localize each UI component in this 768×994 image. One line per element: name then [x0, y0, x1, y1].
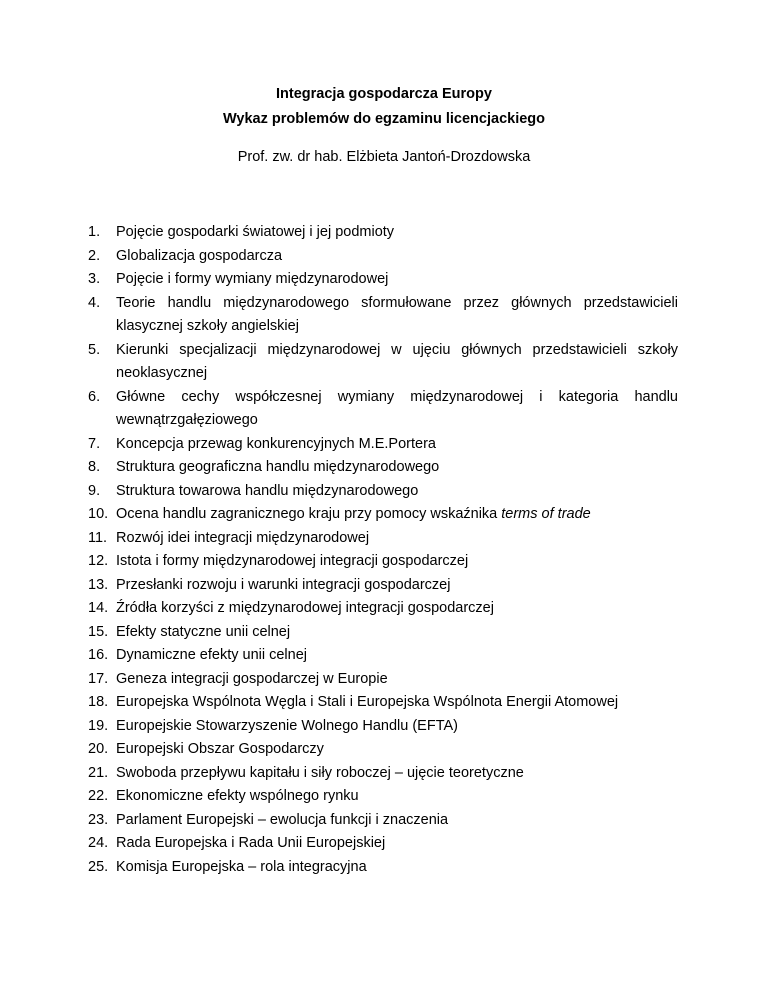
item-text: Struktura towarowa handlu międzynarodowego [116, 482, 419, 499]
item-number: 22. [88, 788, 109, 804]
item-number: 9. [88, 482, 101, 499]
item-number: 24. [88, 835, 109, 851]
topics-list [88, 221, 678, 879]
item-text: Dynamiczne efekty unii celnej [116, 647, 308, 663]
list-item [88, 715, 678, 739]
item-text-italic: terms of trade [501, 506, 591, 522]
item-text: Źródła korzyści z międzynarodowej integracji gospodarczej [116, 600, 494, 616]
item-number: 15. [88, 623, 109, 640]
item-text: Kierunki specjalizacji międzynarodowej w ujęciu głównych przedstawicieli szkoły neoklasycznej [116, 341, 678, 381]
list-item [88, 386, 678, 433]
list-item [88, 832, 678, 856]
item-text: Europejskie Stowarzyszenie Wolnego Handlu (EFTA) [116, 717, 458, 734]
list-item [88, 785, 678, 809]
item-number: 2. [88, 247, 101, 264]
item-text: Europejska Wspólnota Węgla i Stali i Europejska Wspólnota Energii Atomowej [116, 694, 619, 710]
document-subtitle: Wykaz problemów do egzaminu licencjackiego [222, 111, 546, 127]
list-item [88, 644, 678, 668]
item-number: 10. [88, 506, 109, 522]
item-number: 13. [88, 576, 109, 593]
item-text: Teorie handlu międzynarodowego sformułowane przez głównych przedstawicieli klasycznej szkoły angielskiej [116, 294, 678, 334]
list-item [88, 292, 678, 339]
item-text: Przesłanki rozwoju i warunki integracji gospodarczej [116, 576, 451, 593]
item-number: 11. [88, 529, 108, 546]
list-item [88, 597, 678, 621]
item-text: Koncepcja przewag konkurencyjnych M.E.Portera [116, 435, 436, 452]
list-item [88, 433, 678, 457]
author-line: Prof. zw. dr hab. Elżbieta Jantoń-Drozdowska [237, 149, 531, 165]
item-number: 5. [88, 341, 101, 358]
item-number: 7. [88, 435, 101, 452]
item-number: 4. [88, 294, 101, 311]
item-number: 19. [88, 717, 109, 734]
item-text: Pojęcie gospodarki światowej i jej podmioty [116, 224, 395, 240]
list-item [88, 527, 678, 551]
list-item [88, 339, 678, 386]
item-number: 12. [88, 553, 109, 569]
item-number: 23. [88, 811, 109, 828]
list-item [88, 738, 678, 762]
list-item [88, 550, 678, 574]
item-number: 21. [88, 764, 109, 781]
item-text-plain: Ocena handlu zagranicznego kraju przy pomocy wskaźnika [116, 506, 502, 522]
item-text: Istota i formy międzynarodowej integracji gospodarczej [116, 553, 469, 569]
item-text: Pojęcie i formy wymiany międzynarodowej [116, 271, 389, 287]
item-number: 17. [88, 670, 109, 687]
list-item [88, 268, 678, 292]
item-text: Ekonomiczne efekty wspólnego rynku [116, 788, 359, 804]
list-item [88, 668, 678, 692]
item-text: Parlament Europejski – ewolucja funkcji i znaczenia [116, 811, 449, 828]
item-text: Geneza integracji gospodarczej w Europie [116, 670, 388, 687]
item-number: 18. [88, 694, 109, 710]
item-text: Europejski Obszar Gospodarczy [116, 741, 324, 757]
item-number: 14. [88, 600, 109, 616]
item-text: Rada Europejska i Rada Unii Europejskiej [116, 835, 386, 851]
item-number: 20. [88, 741, 109, 757]
list-item [88, 574, 678, 598]
item-text: Komisja Europejska – rola integracyjna [116, 858, 367, 875]
document-title: Integracja gospodarcza Europy [276, 86, 492, 102]
item-text: Główne cechy współczesnej wymiany międzynarodowej i kategoria handlu wewnątrzgałęziowego [116, 388, 678, 428]
list-item [88, 245, 678, 269]
list-item [88, 621, 678, 645]
item-text: Struktura geograficzna handlu międzynarodowego [116, 459, 440, 475]
item-number: 25. [88, 858, 109, 875]
list-item [88, 503, 678, 527]
item-number: 16. [88, 647, 109, 663]
item-text: Swoboda przepływu kapitału i siły roboczej – ujęcie teoretyczne [116, 764, 524, 781]
item-text: Rozwój idei integracji międzynarodowej [116, 529, 370, 546]
item-number: 3. [88, 271, 101, 287]
list-item [88, 762, 678, 786]
item-text [116, 503, 678, 527]
item-number: 8. [88, 459, 101, 475]
item-number: 6. [88, 388, 101, 405]
list-item [88, 691, 678, 715]
item-text: Globalizacja gospodarcza [116, 247, 283, 264]
list-item [88, 856, 678, 880]
list-item [88, 809, 678, 833]
item-number: 1. [88, 224, 101, 240]
list-item [88, 456, 678, 480]
item-text: Efekty statyczne unii celnej [116, 623, 291, 640]
list-item [88, 480, 678, 504]
list-item [88, 221, 678, 245]
